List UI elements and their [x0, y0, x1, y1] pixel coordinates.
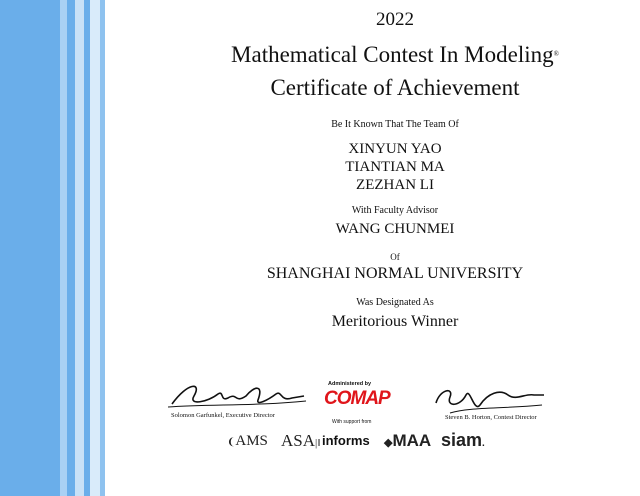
informs-logo-text: informs [322, 433, 370, 448]
siam-logo-text: siam [441, 430, 483, 450]
registered-mark: ® [553, 50, 559, 58]
team-member: XINYUN YAO [348, 141, 442, 157]
contest-director-signature [430, 383, 545, 417]
contest-director-caption: Steven B. Horton, Contest Director [445, 414, 537, 421]
executive-director-signature [168, 380, 308, 412]
of-label: Of [390, 252, 400, 262]
decorative-blue-stripes [0, 0, 138, 496]
asa-bars-icon: |‖ [315, 437, 321, 449]
known-line: Be It Known That The Team Of [331, 119, 459, 130]
ams-logo [227, 433, 268, 450]
support-label: With support from [332, 419, 372, 425]
siam-logo [441, 430, 485, 451]
executive-director-caption: Solomon Garfunkel, Executive Director [171, 412, 275, 419]
certificate-subtitle: Certificate of Achievement [270, 75, 520, 100]
contest-title [160, 42, 630, 68]
team-member: ZEZHAN LI [356, 177, 434, 193]
maa-emblem-icon: ◆ [384, 437, 393, 449]
administered-by-label: Administered by [328, 381, 372, 387]
advisor-label: With Faculty Advisor [351, 205, 439, 216]
ams-logo-text: AMS [235, 433, 268, 449]
informs-logo [322, 433, 370, 448]
asa-logo [281, 431, 320, 451]
contest-title-text: Mathematical Contest In Modeling [231, 42, 554, 67]
team-member: TIANTIAN MA [345, 159, 445, 175]
comap-logo: COMAP [324, 388, 390, 409]
university-name: SHANGHAI NORMAL UNIVERSITY [266, 265, 524, 282]
designated-label: Was Designated As [356, 297, 434, 308]
maa-logo [384, 431, 431, 451]
team-members [160, 140, 630, 194]
advisor-name: WANG CHUNMEI [335, 221, 455, 237]
award-title: Meritorious Winner [331, 313, 459, 330]
maa-logo-text: MAA [392, 431, 432, 450]
siam-dot: . [482, 438, 485, 449]
certificate-year: 2022 [376, 9, 414, 30]
ams-emblem-icon: ❨ [227, 437, 236, 448]
asa-logo-text: ASA [281, 431, 316, 450]
